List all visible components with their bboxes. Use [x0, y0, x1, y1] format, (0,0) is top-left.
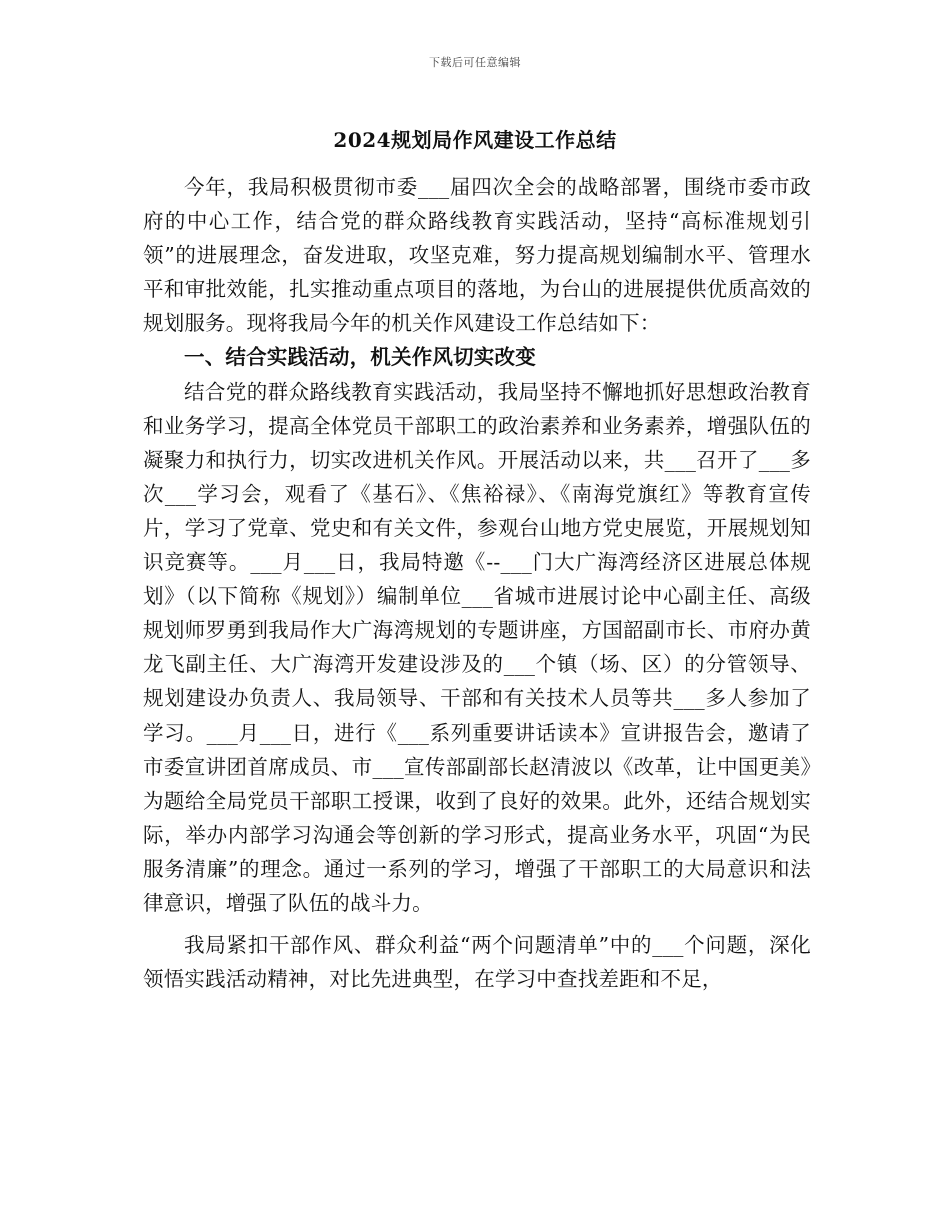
section-heading: 一、结合实践活动，机关作风切实改变	[184, 345, 536, 370]
document-body	[143, 170, 811, 996]
header-note: 下载后可任意编辑	[429, 56, 521, 69]
body-paragraph: 结合党的群众路线教育实践活动，我局坚持不懈地抓好思想政治教育和业务学习，提高全体党员干部职工的政治素养和业务素养，增强队伍的凝聚力和执行力，切实改进机关作风。开展活动以来，共___召开了___多次___学习会，观看了《基石》、《焦裕禄》、《南海党旗红》等教育宣传片，学习了党章、党史和有关文件，参观台山地方党史展览，开展规划知识竞赛等。___月___日，我局特邀《--___门大广海湾经济区进展总体规划》（以下简称《规划》）编制单位___省城市进展讨论中心副主任、高级规划师罗勇到我局作大广海湾规划的专题讲座，方国韶副市长、市府办黄龙飞副主任、大广海湾开发建设涉及的___个镇（场、区）的分管领导、规划建设办负责人、我局领导、干部和有关技术人员等共___多人参加了学习。___月___日，进行《___系列重要讲话读本》宣讲报告会，邀请了市委宣讲团首席成员、市___宣传部副部长赵清波以《改革，让中国更美》为题给全局党员干部职工授课，收到了良好的效果。此外，还结合规划实际，举办内部学习沟通会等创新的学习形式，提高业务水平，巩固“为民服务清廉”的理念。通过一系列的学习，增强了干部职工的大局意识和法律意识，增强了队伍的战斗力。	[143, 379, 811, 915]
intro-paragraph: 今年，我局积极贯彻市委___届四次全会的战略部署，围绕市委市政府的中心工作，结合党的群众路线教育实践活动，坚持“高标准规划引领”的进展理念，奋发进取，攻坚克难，努力提高规划编制水平、管理水平和审批效能，扎实推动重点项目的落地，为台山的进展提供优质高效的规划服务。现将我局今年的机关作风建设工作总结如下：	[143, 175, 811, 336]
document-title: 2024规划局作风建设工作总结	[333, 128, 617, 152]
body-paragraph: 我局紧扣干部作风、群众利益“两个问题清单”中的___个问题，深化领悟实践活动精神，对比先进典型，在学习中查找差距和不足，	[143, 933, 811, 992]
